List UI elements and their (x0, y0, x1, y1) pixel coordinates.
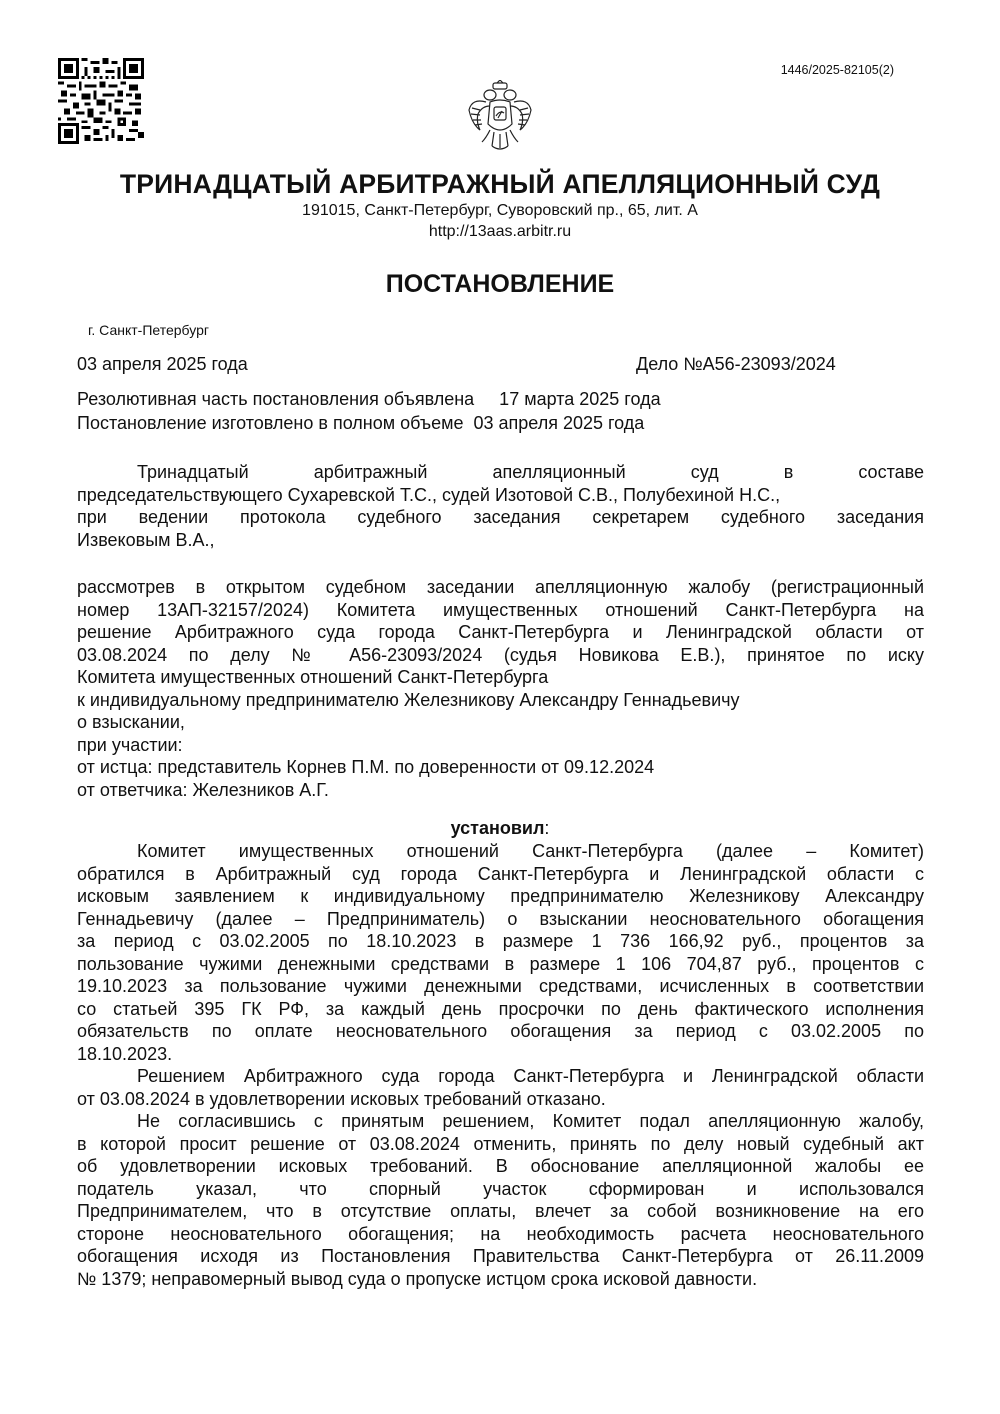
resolution-announced-line: Резолютивная часть постановления объявлена 17 марта 2025 года (77, 389, 661, 409)
court-website: http://13aas.arbitr.ru (428, 223, 572, 240)
hearing-line: решение Арбитражного суда города Санкт-Петербурга и Ленинградской области от (77, 622, 924, 642)
established-line: № 1379; неправомерный вывод суда о пропуске истцом срока исковой давности. (77, 1268, 758, 1289)
established-line: Решением Арбитражного суда города Санкт-Петербурга и Ленинградской области (137, 1066, 924, 1086)
hearing-line: о взыскании, (77, 712, 185, 732)
court-address: 191015, Санкт-Петербург, Суворовский пр., 65, лит. А (302, 202, 698, 219)
court-composition-paragraph (77, 461, 924, 551)
full-text-prepared-line: Постановление изготовлено в полном объеме 03 апреля 2025 года (77, 413, 645, 433)
composition-line: Извековым В.А., (77, 529, 215, 550)
established-line: об удовлетворении исковых требований. В обоснование апелляционной жалобы ее (77, 1156, 924, 1176)
established-line: в которой просит решение от 03.08.2024 отменить, принять по делу новый судебный акт (77, 1133, 924, 1154)
decision-date: 03 апреля 2025 года (77, 354, 248, 374)
coat-of-arms-emblem (466, 80, 534, 152)
established-line: обязательств по оплате неосновательного обогащения за период с 03.02.2005 по (77, 1021, 924, 1041)
established-heading (0, 818, 1000, 839)
document-type-title: ПОСТАНОВЛЕНИЕ (385, 270, 615, 298)
established-colon: : (544, 818, 550, 838)
hearing-line: Комитета имущественных отношений Санкт-Петербурга (77, 667, 549, 687)
established-line: от 03.08.2024 в удовлетворении исковых требований отказано. (77, 1088, 606, 1109)
established-line: податель указал, что спорный участок сформирован и использовался (77, 1178, 924, 1199)
hearing-line: 03.08.2024 по делу № А56-23093/2024 (судья Новикова Е.В.), принятое по иску (77, 644, 924, 665)
established-word: установил (450, 818, 545, 838)
hearing-line: при участии: (77, 734, 183, 755)
established-line: обратился в Арбитражный суд города Санкт-Петербурга и Ленинградской области с (77, 863, 924, 884)
established-line: Не согласившись с принятым решением, Комитет подал апелляционную жалобу, (137, 1111, 924, 1131)
qr-code (58, 58, 144, 144)
established-line: Геннадьевичу (далее – Предприниматель) о взыскании неосновательного обогащения (77, 908, 924, 929)
composition-line: председательствующего Сухаревской Т.С., судей Изотовой С.В., Полубехиной Н.С., (77, 484, 781, 505)
hearing-line: к индивидуальному предпринимателю Железникову Александру Геннадьевичу (77, 689, 740, 710)
established-line: со статьей 395 ГК РФ, за каждый день просрочки по день фактического исполнения (77, 998, 924, 1019)
hearing-paragraph (77, 576, 924, 801)
court-name: ТРИНАДЦАТЫЙ АРБИТРАЖНЫЙ АПЕЛЛЯЦИОННЫЙ СУД (119, 169, 881, 199)
hearing-line: рассмотрев в открытом судебном заседании апелляционную жалобу (регистрационный (77, 577, 924, 597)
hearing-line: от ответчика: Железников А.Г. (77, 779, 329, 800)
established-line: 18.10.2023. (77, 1043, 173, 1064)
established-line: Предпринимателем, что в отсутствие оплаты, влечет за собой возникновение на его (77, 1201, 924, 1221)
city: г. Санкт-Петербург (88, 322, 209, 338)
composition-line: при ведении протокола судебного заседания секретарем судебного заседания (77, 507, 924, 527)
established-line: Комитет имущественных отношений Санкт-Петербурга (далее – Комитет) (137, 841, 924, 861)
hearing-line: от истца: представитель Корнев П.М. по доверенности от 09.12.2024 (77, 757, 655, 777)
established-line: стороне неосновательного обогащения; на необходимость расчета неосновательного (77, 1223, 924, 1244)
case-number: Дело №А56-23093/2024 (636, 354, 836, 374)
established-line: обогащения исходя из Постановления Правительства Санкт-Петербурга от 26.11.2009 (77, 1246, 924, 1266)
composition-line: Тринадцатый арбитражный апелляционный суд в составе (137, 462, 924, 482)
established-line: за период с 03.02.2005 по 18.10.2023 в размере 1 736 166,92 руб., процентов за (77, 931, 924, 951)
document-id: 1446/2025-82105(2) (780, 63, 894, 77)
established-line: 19.10.2023 за пользование чужими денежными средствами, исчисленных в соответствии (77, 976, 924, 996)
hearing-line: номер 13АП-32157/2024) Комитета имущественных отношений Санкт-Петербурга на (77, 599, 924, 620)
established-line: исковым заявлением к индивидуальному предпринимателю Железникову Александру (77, 886, 924, 906)
established-line: пользование чужими денежными средствами в размере 1 106 704,87 руб., процентов с (77, 953, 924, 974)
established-paragraphs (77, 840, 924, 1290)
